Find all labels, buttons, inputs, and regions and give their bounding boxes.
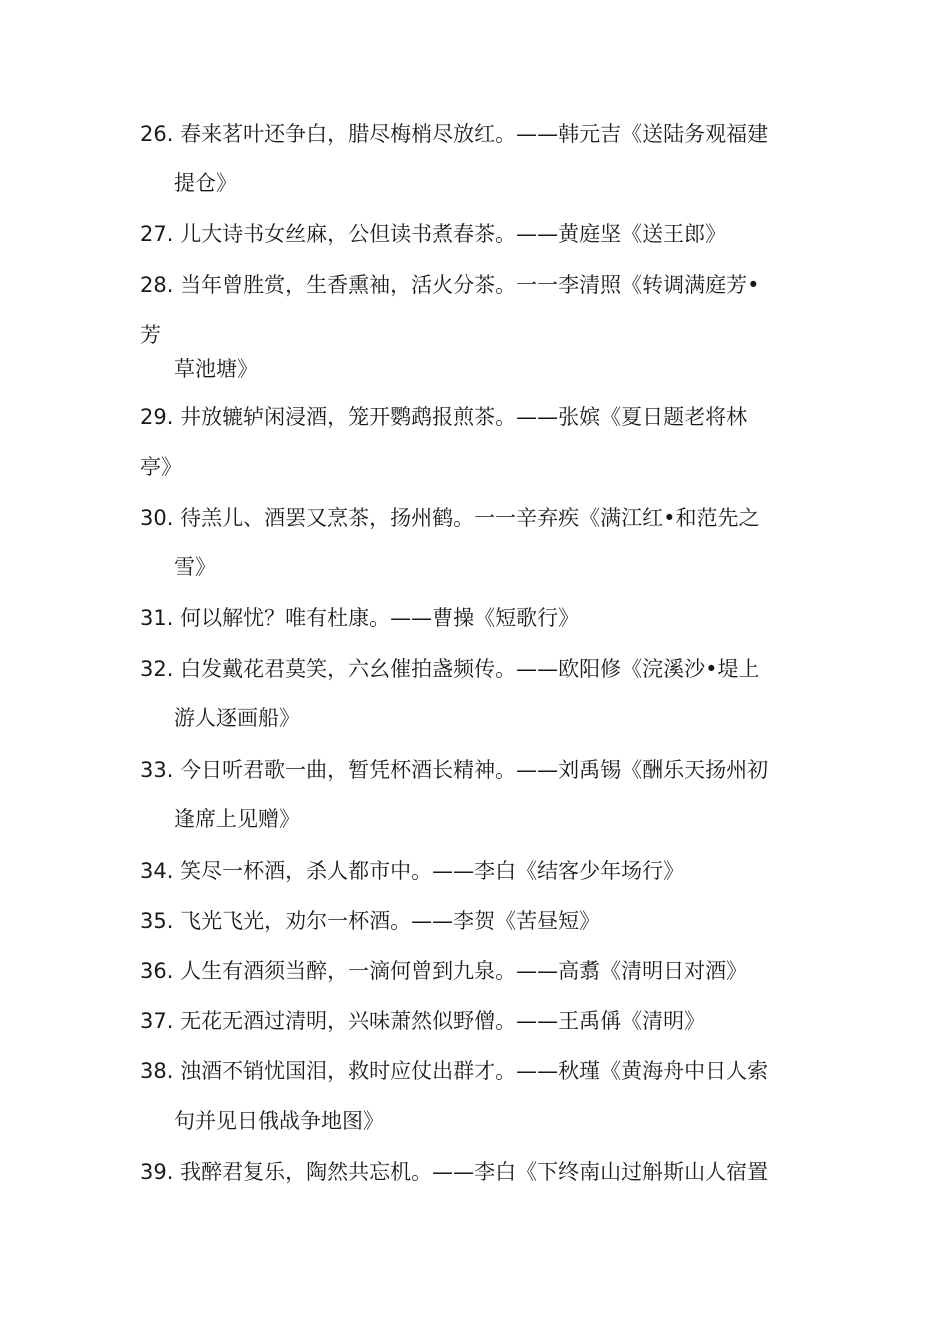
entry-32-line-1: 32. 白发戴花君莫笑，六幺催拍盏频传。——欧阳修《浣溪沙•堤上	[140, 657, 760, 681]
entry-28-line-2: 芳	[140, 323, 161, 347]
entry-33-line-1: 33. 今日听君歌一曲，暂凭杯酒长精神。——刘禹锡《酬乐天扬州初	[140, 758, 769, 782]
entry-29-line-1: 29. 井放辘轳闲浸酒，笼开鹦鹉报煎茶。——张嫔《夏日题老将林	[140, 405, 748, 429]
entry-38-line-1: 38. 浊酒不销忧国泪，救时应仗出群才。——秋瑾《黄海舟中日人索	[140, 1059, 769, 1083]
entry-34-line-1: 34. 笑尽一杯酒，杀人都市中。——李白《结客少年场行》	[140, 859, 685, 883]
entry-28-line-3: 草池塘》	[174, 357, 258, 381]
entry-39-line-1: 39. 我醉君复乐，陶然共忘机。——李白《下终南山过斛斯山人宿置	[140, 1160, 769, 1184]
entry-38-line-2: 句并见日俄战争地图》	[174, 1109, 384, 1133]
entry-33-line-2: 逢席上见赠》	[174, 807, 300, 831]
entry-26-line-1: 26. 春来茗叶还争白，腊尽梅梢尽放红。——韩元吉《送陆务观福建	[140, 122, 769, 146]
entry-36-line-1: 36. 人生有酒须当醉，一滴何曾到九泉。——高翥《清明日对酒》	[140, 959, 748, 983]
entry-29-line-2: 亭》	[140, 455, 182, 479]
entry-37-line-1: 37. 无花无酒过清明，兴味萧然似野僧。——王禹偁《清明》	[140, 1009, 706, 1033]
entry-31-line-1: 31. 何以解忧？唯有杜康。——曹操《短歌行》	[140, 606, 580, 630]
entry-32-line-2: 游人逐画船》	[174, 706, 300, 730]
entry-30-line-2: 雪》	[174, 555, 216, 579]
entry-26-line-2: 提仓》	[174, 171, 237, 195]
entry-27-line-1: 27. 儿大诗书女丝麻，公但读书煮春茶。——黄庭坚《送王郎》	[140, 222, 727, 246]
entry-30-line-1: 30. 待羔儿、酒罢又烹茶，扬州鹤。一一辛弃疾《满江红•和范先之	[140, 506, 760, 530]
entry-35-line-1: 35. 飞光飞光，劝尔一杯酒。——李贺《苦昼短》	[140, 909, 601, 933]
entry-28-line-1: 28. 当年曾胜赏，生香熏袖，活火分茶。一一李清照《转调满庭芳•	[140, 273, 760, 297]
